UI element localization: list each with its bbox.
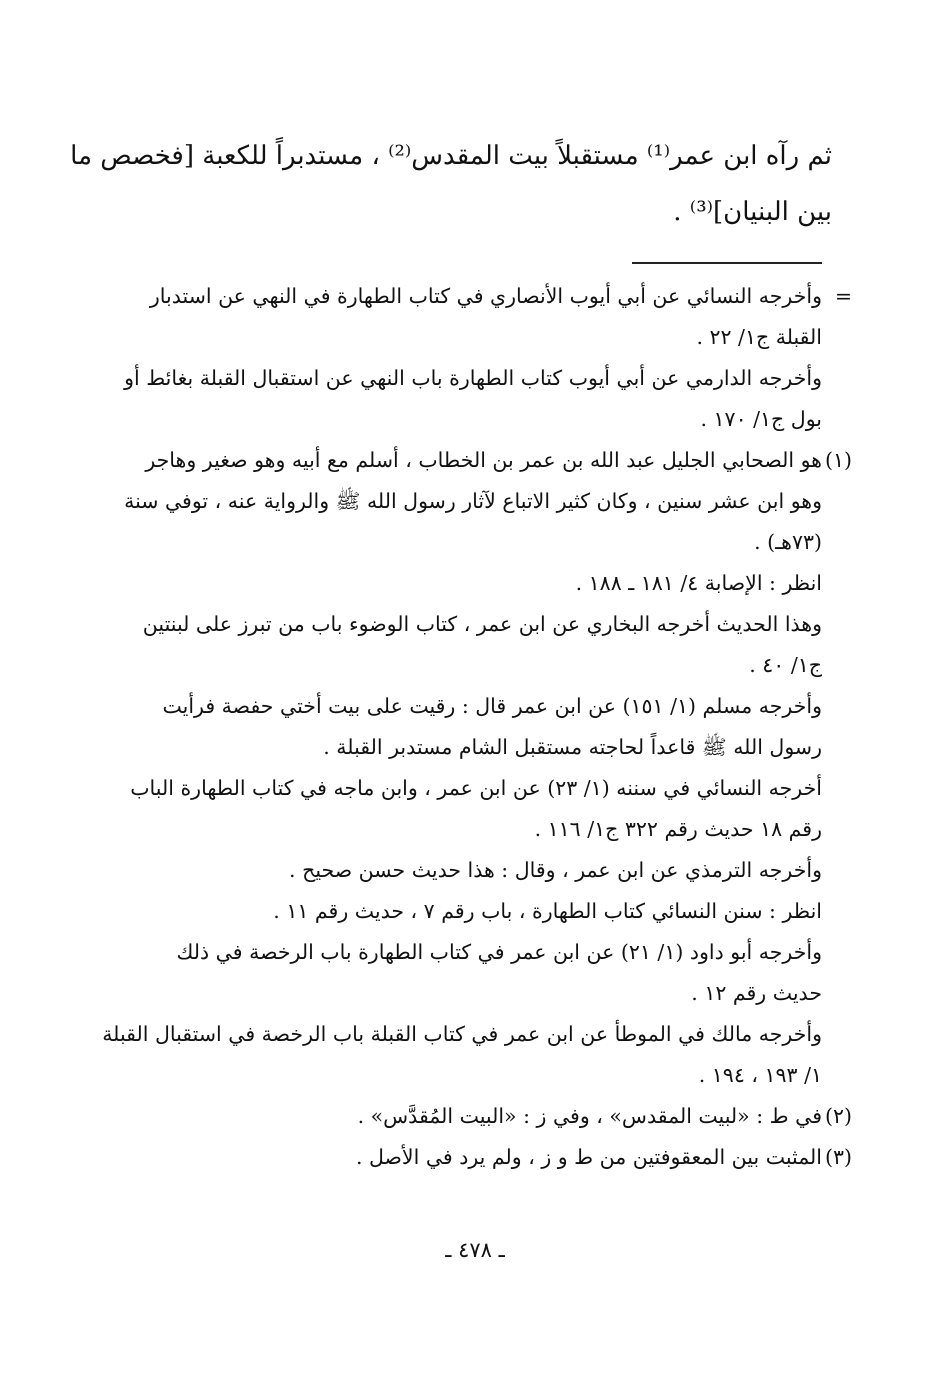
footnote-text: المثبت بين المعقوفتين من ط و ز ، ولم يرد في الأصل .	[355, 1145, 822, 1169]
footnote-row	[122, 809, 822, 850]
continuation-marker: =	[834, 284, 852, 308]
footnote-text: القبلة ج١/ ٢٢ .	[696, 325, 822, 349]
footnote-text: رقم ١٨ حديث رقم ٣٢٢ ج١/ ١١٦ .	[534, 817, 822, 841]
footnotes	[102, 276, 852, 1178]
footnote-row	[122, 1096, 852, 1137]
footnote-row	[122, 358, 822, 399]
footnote-text: انظر : الإصابة ٤/ ١٨١ ـ ١٨٨ .	[575, 571, 822, 595]
footnote-text: وهو ابن عشر سنين ، وكان كثير الاتباع لآثار رسول الله ﷺ والرواية عنه ، توفي سنة	[124, 489, 822, 513]
main-text	[70, 128, 832, 240]
footnote-text: وأخرجه الدارمي عن أبي أيوب كتاب الطهارة باب النهي عن استقبال القبلة بغائط أو	[124, 366, 822, 390]
footnote-row	[122, 563, 822, 604]
footnote-row	[122, 727, 822, 768]
footnote-row	[122, 850, 822, 891]
footnote-marker-3: (٣)	[824, 1145, 852, 1169]
footnote-text: بول ج١/ ١٧٠ .	[700, 407, 822, 431]
footnote-text: وأخرجه الترمذي عن ابن عمر ، وقال : هذا حديث حسن صحيح .	[289, 858, 822, 882]
footnote-text: أخرجه النسائي في سننه (١/ ٢٣) عن ابن عمر ، وابن ماجه في كتاب الطهارة الباب	[130, 776, 822, 800]
footnote-text: انظر : سنن النسائي كتاب الطهارة ، باب رقم ٧ ، حديث رقم ١١ .	[273, 899, 822, 923]
main-text-line: بين البنيان]⁽³⁾ .	[673, 197, 832, 227]
footnote-row	[122, 973, 822, 1014]
footnote-row	[122, 891, 822, 932]
footnote-text: وأخرجه مالك في الموطأ عن ابن عمر في كتاب القبلة باب الرخصة في استقبال القبلة	[102, 1022, 822, 1046]
footnote-separator	[632, 262, 822, 264]
footnote-text: رسول الله ﷺ قاعداً لحاجته مستقبل الشام مستدبر القبلة .	[323, 735, 822, 759]
page-number: ـ ٤٧٨ ـ	[445, 1238, 505, 1262]
footnote-row	[122, 522, 822, 563]
footnote-marker-1: (١)	[824, 448, 852, 472]
footnote-row	[122, 276, 852, 317]
footnote-text: (٧٣هـ) .	[754, 530, 822, 554]
main-text-line: ثم رآه ابن عمر⁽¹⁾ مستقبلاً بيت المقدس⁽²⁾ ، مستدبراً للكعبة [فخصص ما	[70, 141, 832, 171]
footnote-row	[122, 481, 822, 522]
footnote-row	[122, 768, 822, 809]
footnote-text: وأخرجه أبو داود (١/ ٢١) عن ابن عمر في كتاب الطهارة باب الرخصة في ذلك	[176, 940, 822, 964]
footnote-row	[122, 645, 822, 686]
footnote-text: وأخرجه مسلم (١/ ١٥١) عن ابن عمر قال : رقيت على بيت أختي حفصة فرأيت	[162, 694, 822, 718]
footnote-text: حديث رقم ١٢ .	[691, 981, 822, 1005]
footnote-row	[122, 686, 822, 727]
footnote-row	[122, 932, 822, 973]
footnote-row	[122, 604, 822, 645]
footnote-row	[122, 1055, 822, 1096]
footnote-text: في ط : «لبيت المقدس» ، وفي ز : «البيت المُقدَّس» .	[357, 1104, 822, 1128]
footnote-row	[102, 1014, 822, 1055]
footnote-row	[122, 399, 822, 440]
footnote-text: وهذا الحديث أخرجه البخاري عن ابن عمر ، كتاب الوضوء باب من تبرز على لبنتين	[142, 612, 822, 636]
footnote-text: وأخرجه النسائي عن أبي أيوب الأنصاري في كتاب الطهارة في النهي عن استدبار	[149, 284, 822, 308]
footnote-row	[122, 1137, 852, 1178]
footnote-text: ج١/ ٤٠ .	[749, 653, 822, 677]
footnote-row	[122, 317, 822, 358]
footnote-text: ١/ ١٩٣ ، ١٩٤ .	[698, 1063, 822, 1087]
footnote-text: هو الصحابي الجليل عبد الله بن عمر بن الخطاب ، أسلم مع أبيه وهو صغير وهاجر	[145, 448, 822, 472]
footnote-row	[122, 440, 852, 481]
footnote-marker-2: (٢)	[824, 1104, 852, 1128]
